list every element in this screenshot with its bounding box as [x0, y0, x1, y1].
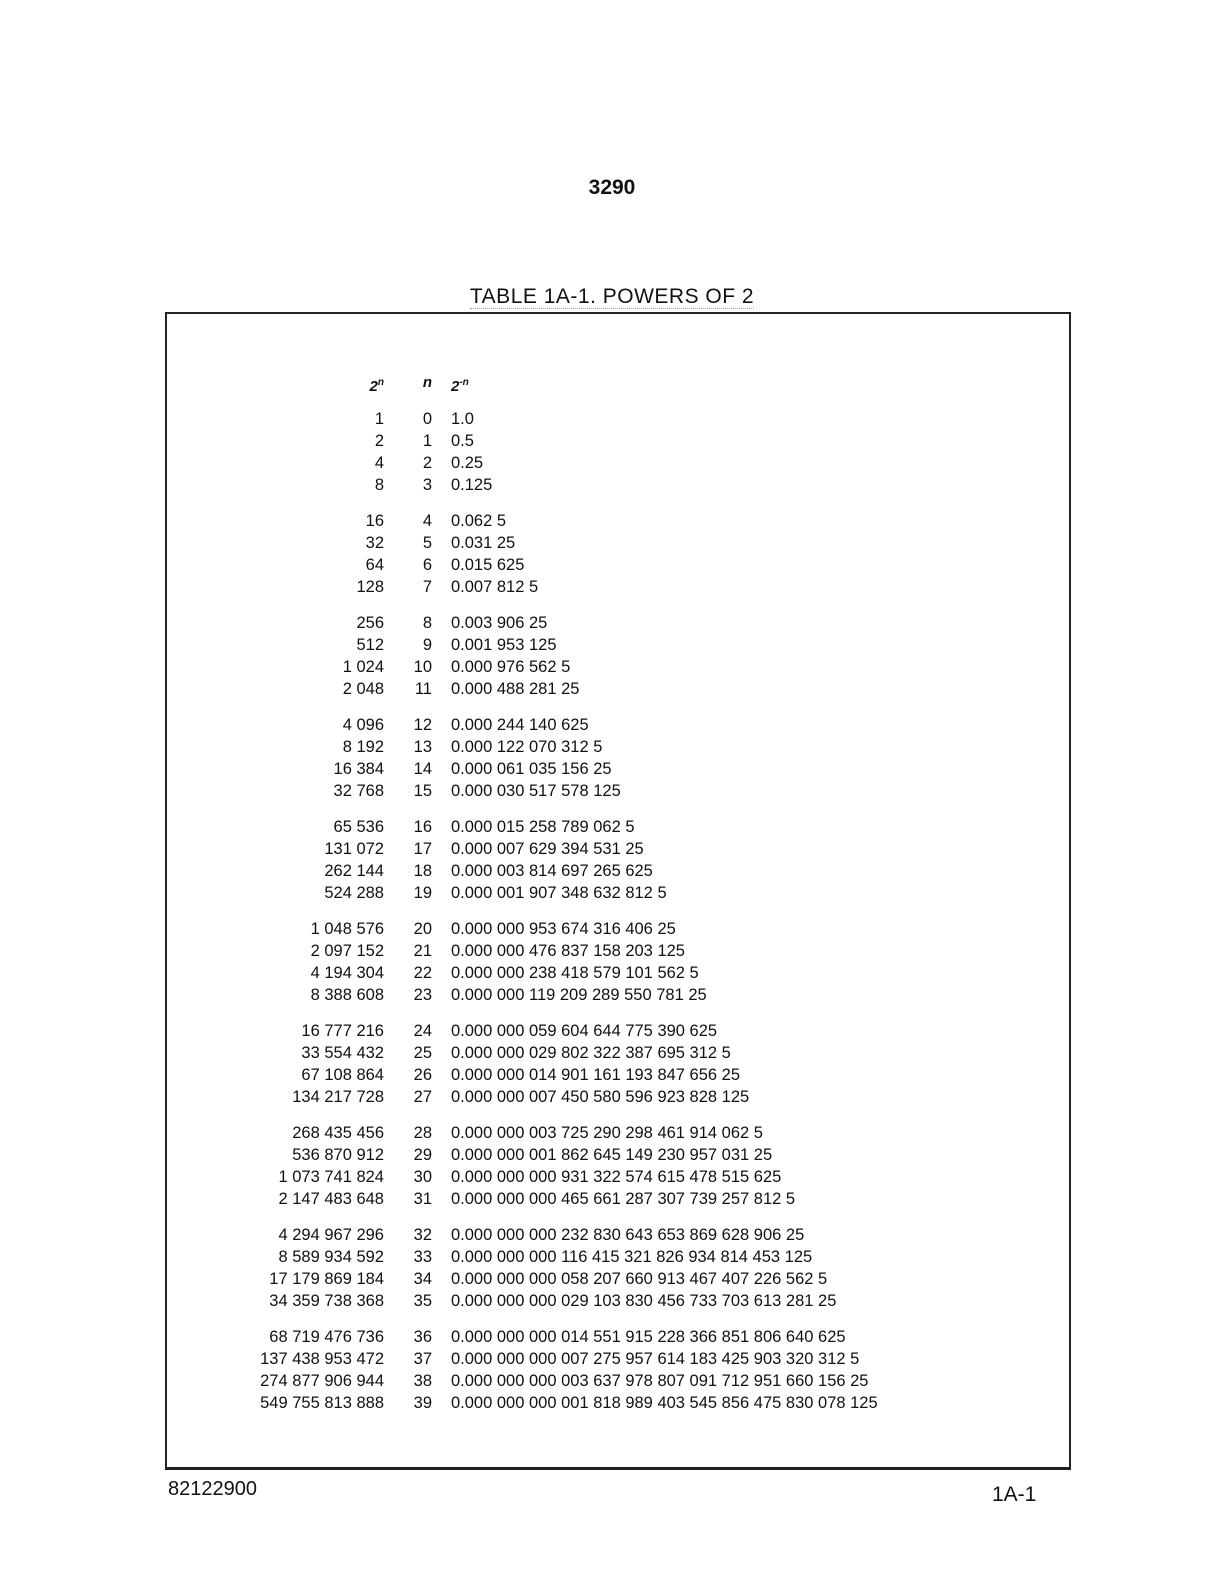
negative-power-value: 0.000 000 014 901 161 193 847 656 25: [451, 1066, 741, 1084]
table-row: [209, 758, 878, 780]
exponent-value: 35: [413, 1292, 432, 1310]
table-row: [209, 838, 878, 860]
power-value: 131 072: [324, 840, 384, 858]
header-power: 2$^n$: [369, 377, 384, 395]
exponent-value: 30: [413, 1168, 432, 1186]
exponent-value: 33: [413, 1248, 432, 1266]
table-row: [209, 510, 878, 532]
exponent-value: 28: [413, 1124, 432, 1142]
exponent-value: 12: [413, 716, 432, 734]
negative-power-value: 0.000 000 001 862 645 149 230 957 031 25: [451, 1146, 773, 1164]
page-number: 3290: [588, 176, 636, 199]
power-value: 17 179 869 184: [269, 1270, 384, 1288]
negative-power-value: 0.000 244 140 625: [451, 716, 589, 734]
row-group: [209, 1224, 878, 1312]
row-group: [209, 816, 878, 904]
exponent-value: 3: [422, 476, 432, 494]
table-row: [209, 940, 878, 962]
table-row: [209, 1086, 878, 1108]
power-value: 32 768: [333, 782, 384, 800]
table-row: [209, 1392, 878, 1414]
exponent-value: 18: [413, 862, 432, 880]
exponent-value: 6: [422, 556, 432, 574]
exponent-value: 20: [413, 920, 432, 938]
negative-power-value: 0.031 25: [451, 534, 516, 552]
power-value: 32: [365, 534, 384, 552]
power-value: 1 024: [342, 658, 384, 676]
power-value: 16: [365, 512, 384, 530]
negative-power-value: 0.000 001 907 348 632 812 5: [451, 884, 667, 902]
negative-power-value: 0.001 953 125: [451, 636, 557, 654]
table-row: [209, 984, 878, 1006]
power-value: 8 589 934 592: [278, 1248, 384, 1266]
power-value: 2 147 483 648: [278, 1190, 384, 1208]
exponent-value: 8: [422, 614, 432, 632]
negative-power-value: 0.000 000 007 450 580 596 923 828 125: [451, 1088, 750, 1106]
negative-power-value: 0.000 000 000 029 103 830 456 733 703 613 281 25: [451, 1292, 837, 1310]
negative-power-value: 0.125: [451, 476, 493, 494]
negative-power-value: 0.000 061 035 156 25: [451, 760, 612, 778]
exponent-value: 15: [413, 782, 432, 800]
table-row: [209, 1348, 878, 1370]
table-row: [209, 1224, 878, 1246]
row-group: [209, 1326, 878, 1414]
row-group: [209, 408, 878, 496]
table-row: [209, 1370, 878, 1392]
exponent-value: 5: [422, 534, 432, 552]
negative-power-value: 0.062 5: [451, 512, 507, 530]
header-n: n: [422, 374, 432, 391]
exponent-value: 21: [413, 942, 432, 960]
table-row: [209, 1326, 878, 1348]
negative-power-value: 0.000 000 000 931 322 574 615 478 515 625: [451, 1168, 782, 1186]
exponent-value: 2: [422, 454, 432, 472]
power-value: 524 288: [324, 884, 384, 902]
exponent-value: 17: [413, 840, 432, 858]
power-value: 68 719 476 736: [269, 1328, 384, 1346]
power-value: 1 073 741 824: [278, 1168, 384, 1186]
power-value: 2 097 152: [310, 942, 384, 960]
table-title: [0, 285, 1224, 309]
table-row: [209, 780, 878, 802]
exponent-value: 36: [413, 1328, 432, 1346]
row-group: [209, 918, 878, 1006]
exponent-value: 16: [413, 818, 432, 836]
exponent-value: 27: [413, 1088, 432, 1106]
negative-power-value: 0.000 122 070 312 5: [451, 738, 603, 756]
exponent-value: 39: [413, 1394, 432, 1412]
table-frame: [165, 312, 1071, 1470]
power-value: 64: [365, 556, 384, 574]
row-group: [209, 612, 878, 700]
table-row: [209, 1166, 878, 1188]
row-group: [209, 1020, 878, 1108]
negative-power-value: 0.000 000 000 007 275 957 614 183 425 903 320 312 5: [451, 1350, 860, 1368]
table-row: [209, 612, 878, 634]
negative-power-value: 0.000 015 258 789 062 5: [451, 818, 635, 836]
power-value: 8: [374, 476, 384, 494]
power-value: 134 217 728: [292, 1088, 384, 1106]
exponent-value: 4: [422, 512, 432, 530]
table-row: [209, 736, 878, 758]
exponent-value: 10: [413, 658, 432, 676]
exponent-value: 23: [413, 986, 432, 1004]
power-value: 256: [356, 614, 384, 632]
power-value: 65 536: [333, 818, 384, 836]
table-row: [209, 816, 878, 838]
power-value: 4 096: [342, 716, 384, 734]
negative-power-value: 0.000 000 000 001 818 989 403 545 856 475 830 078 125: [451, 1394, 878, 1412]
row-group: [209, 510, 878, 598]
negative-power-value: 0.000 000 000 465 661 287 307 739 257 812 5: [451, 1190, 796, 1208]
row-group: [209, 1122, 878, 1210]
page-label: 1A-1: [992, 1483, 1037, 1506]
power-value: 16 384: [333, 760, 384, 778]
negative-power-value: 0.000 000 476 837 158 203 125: [451, 942, 685, 960]
negative-power-value: 1.0: [451, 410, 474, 428]
negative-power-value: 0.000 000 059 604 644 775 390 625: [451, 1022, 718, 1040]
exponent-value: 31: [413, 1190, 432, 1208]
exponent-value: 24: [413, 1022, 432, 1040]
negative-power-value: 0.000 488 281 25: [451, 680, 580, 698]
table-row: [209, 1246, 878, 1268]
table-row: [209, 1188, 878, 1210]
exponent-value: 22: [413, 964, 432, 982]
negative-power-value: 0.000 007 629 394 531 25: [451, 840, 644, 858]
table-row: [209, 532, 878, 554]
table-row: [209, 1064, 878, 1086]
negative-power-value: 0.000 976 562 5: [451, 658, 571, 676]
power-value: 67 108 864: [301, 1066, 384, 1084]
negative-power-value: 0.000 000 953 674 316 406 25: [451, 920, 676, 938]
exponent-value: 1: [422, 432, 432, 450]
negative-power-value: 0.000 000 003 725 290 298 461 914 062 5: [451, 1124, 763, 1142]
negative-power-value: 0.003 906 25: [451, 614, 548, 632]
negative-power-value: 0.000 030 517 578 125: [451, 782, 621, 800]
negative-power-value: 0.000 000 238 418 579 101 562 5: [451, 964, 699, 982]
exponent-value: 0: [422, 410, 432, 428]
exponent-value: 25: [413, 1044, 432, 1062]
table-row: [209, 882, 878, 904]
negative-power-value: 0.000 003 814 697 265 625: [451, 862, 653, 880]
exponent-value: 14: [413, 760, 432, 778]
exponent-value: 11: [414, 680, 432, 698]
row-group: [209, 714, 878, 802]
exponent-value: 19: [413, 884, 432, 902]
negative-power-value: 0.000 000 000 232 830 643 653 869 628 906 25: [451, 1226, 805, 1244]
exponent-value: 13: [413, 738, 432, 756]
table-row: [209, 1290, 878, 1312]
table-row: [209, 474, 878, 496]
table-row: [209, 430, 878, 452]
power-value: 34 359 738 368: [269, 1292, 384, 1310]
table-header-row: [209, 372, 878, 394]
power-value: 512: [356, 636, 384, 654]
negative-power-value: 0.015 625: [451, 556, 525, 574]
negative-power-value: 0.007 812 5: [451, 578, 539, 596]
negative-power-value: 0.000 000 029 802 322 387 695 312 5: [451, 1044, 731, 1062]
table-row: [209, 678, 878, 700]
power-value: 262 144: [324, 862, 384, 880]
table-row: [209, 1122, 878, 1144]
table-row: [209, 1144, 878, 1166]
power-value: 1 048 576: [310, 920, 384, 938]
power-value: 8 192: [342, 738, 384, 756]
power-value: 2 048: [342, 680, 384, 698]
table-title-text: TABLE 1A-1. POWERS OF 2: [469, 285, 755, 308]
table-row: [209, 452, 878, 474]
exponent-value: 37: [413, 1350, 432, 1368]
negative-power-value: 0.000 000 000 003 637 978 807 091 712 951 660 156 25: [451, 1372, 869, 1390]
table-row: [209, 656, 878, 678]
table-row: [209, 714, 878, 736]
negative-power-value: 0.25: [451, 454, 484, 472]
table-row: [209, 1268, 878, 1290]
power-value: 549 755 813 888: [260, 1394, 384, 1412]
table-row: [209, 1020, 878, 1042]
power-value: 4 194 304: [310, 964, 384, 982]
exponent-value: 32: [413, 1226, 432, 1244]
power-value: 536 870 912: [292, 1146, 384, 1164]
negative-power-value: 0.000 000 000 014 551 915 228 366 851 806 640 625: [451, 1328, 846, 1346]
power-value: 4 294 967 296: [278, 1226, 384, 1244]
power-value: 128: [356, 578, 384, 596]
power-value: 8 388 608: [310, 986, 384, 1004]
exponent-value: 7: [422, 578, 432, 596]
power-value: 16 777 216: [301, 1022, 384, 1040]
negative-power-value: 0.000 000 000 116 415 321 826 934 814 453 125: [451, 1248, 813, 1266]
table-row: [209, 634, 878, 656]
power-value: 33 554 432: [301, 1044, 384, 1062]
exponent-value: 29: [413, 1146, 432, 1164]
powers-table: [209, 372, 878, 1428]
negative-power-value: 0.5: [451, 432, 474, 450]
table-row: [209, 962, 878, 984]
document-number: 82122900: [168, 1478, 257, 1500]
power-value: 4: [374, 454, 384, 472]
power-value: 137 438 953 472: [260, 1350, 384, 1368]
power-value: 1: [374, 410, 384, 428]
table-row: [209, 918, 878, 940]
table-row: [209, 554, 878, 576]
header-negative-power: $2^{-n}$: [451, 377, 469, 395]
table-row: [209, 860, 878, 882]
exponent-value: 26: [413, 1066, 432, 1084]
negative-power-value: 0.000 000 000 058 207 660 913 467 407 226 562 5: [451, 1270, 828, 1288]
exponent-value: 9: [422, 636, 432, 654]
negative-power-value: 0.000 000 119 209 289 550 781 25: [451, 986, 707, 1004]
table-row: [209, 408, 878, 430]
exponent-value: 38: [413, 1372, 432, 1390]
exponent-value: 34: [413, 1270, 432, 1288]
power-value: 2: [374, 432, 384, 450]
table-row: [209, 576, 878, 598]
power-value: 274 877 906 944: [260, 1372, 384, 1390]
power-value: 268 435 456: [292, 1124, 384, 1142]
table-row: [209, 1042, 878, 1064]
